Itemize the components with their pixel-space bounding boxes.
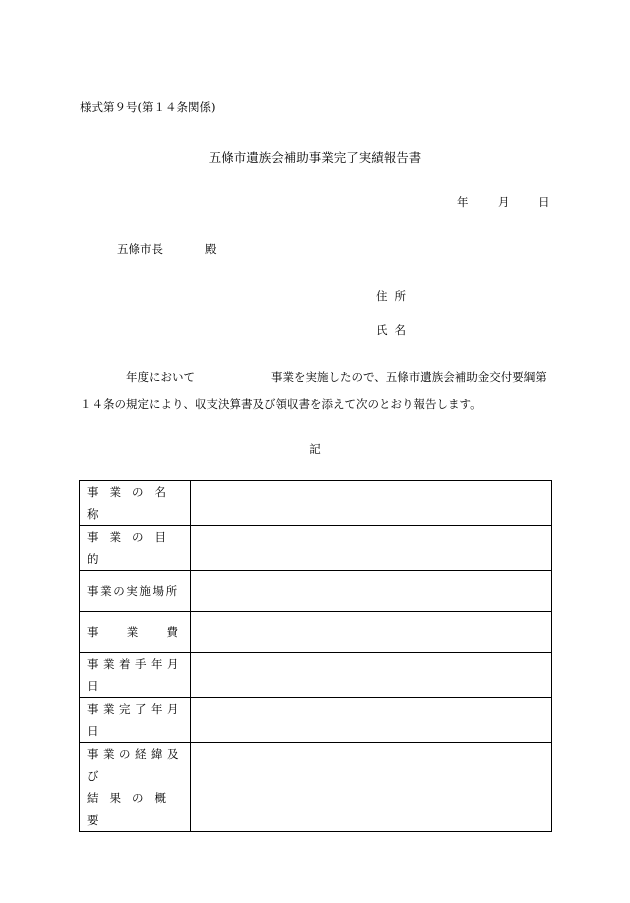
label-char: 事 — [87, 625, 99, 639]
addressee-name: 五條市長 — [117, 242, 163, 256]
addressee-honorific: 殿 — [205, 242, 217, 256]
body-text-line1: 事業を実施したので、五條市遺族会補助金交付要綱第 — [271, 370, 547, 384]
row-label-project-cost — [80, 612, 191, 653]
date-day-label: 日 — [538, 195, 550, 209]
row-label-project-location — [80, 571, 191, 612]
progress-result-field[interactable] — [191, 743, 552, 832]
row-label-start-date — [80, 653, 191, 698]
body-text-fiscal-year: 年度において — [126, 370, 195, 384]
table-row — [80, 743, 552, 832]
label-text-line1: 事業の経緯及び — [87, 747, 183, 783]
project-name-field[interactable] — [191, 481, 552, 526]
label-text: 事業着手年月日 — [87, 657, 183, 693]
address-label: 住所 — [376, 289, 413, 303]
label-text: 事業の目的 — [87, 530, 177, 566]
label-char: 業 — [126, 625, 139, 639]
row-label-project-name — [80, 481, 191, 526]
start-date-field[interactable] — [191, 653, 552, 698]
date-month-label: 月 — [498, 195, 510, 209]
row-label-progress-result — [80, 743, 191, 832]
table-row — [80, 612, 552, 653]
table-row — [80, 571, 552, 612]
document-title: 五條市遺族会補助事業完了実績報告書 — [208, 150, 422, 165]
completion-date-field[interactable] — [191, 698, 552, 743]
label-text: 事業完了年月日 — [87, 702, 183, 738]
label-text — [87, 621, 190, 643]
table-row — [80, 481, 552, 526]
ki-marker: 記 — [309, 442, 321, 456]
row-label-project-purpose — [80, 526, 191, 571]
label-text: 事業の実施場所 — [87, 584, 179, 598]
name-label: 氏名 — [376, 323, 413, 337]
label-text: 事業の名称 — [87, 485, 177, 521]
body-text-line2: １４条の規定により、収支決算書及び領収書を添えて次のとおり報告します。 — [80, 397, 482, 411]
report-table — [79, 480, 552, 832]
label-char: 費 — [166, 625, 178, 639]
project-location-field[interactable] — [191, 571, 552, 612]
row-label-completion-date — [80, 698, 191, 743]
table-row — [80, 698, 552, 743]
project-purpose-field[interactable] — [191, 526, 552, 571]
label-text-line2: 結果の概要 — [87, 791, 177, 827]
table-row — [80, 526, 552, 571]
form-number: 様式第９号(第１４条関係) — [80, 100, 216, 114]
date-year-label: 年 — [457, 195, 469, 209]
project-cost-field[interactable] — [191, 612, 552, 653]
table-row — [80, 653, 552, 698]
